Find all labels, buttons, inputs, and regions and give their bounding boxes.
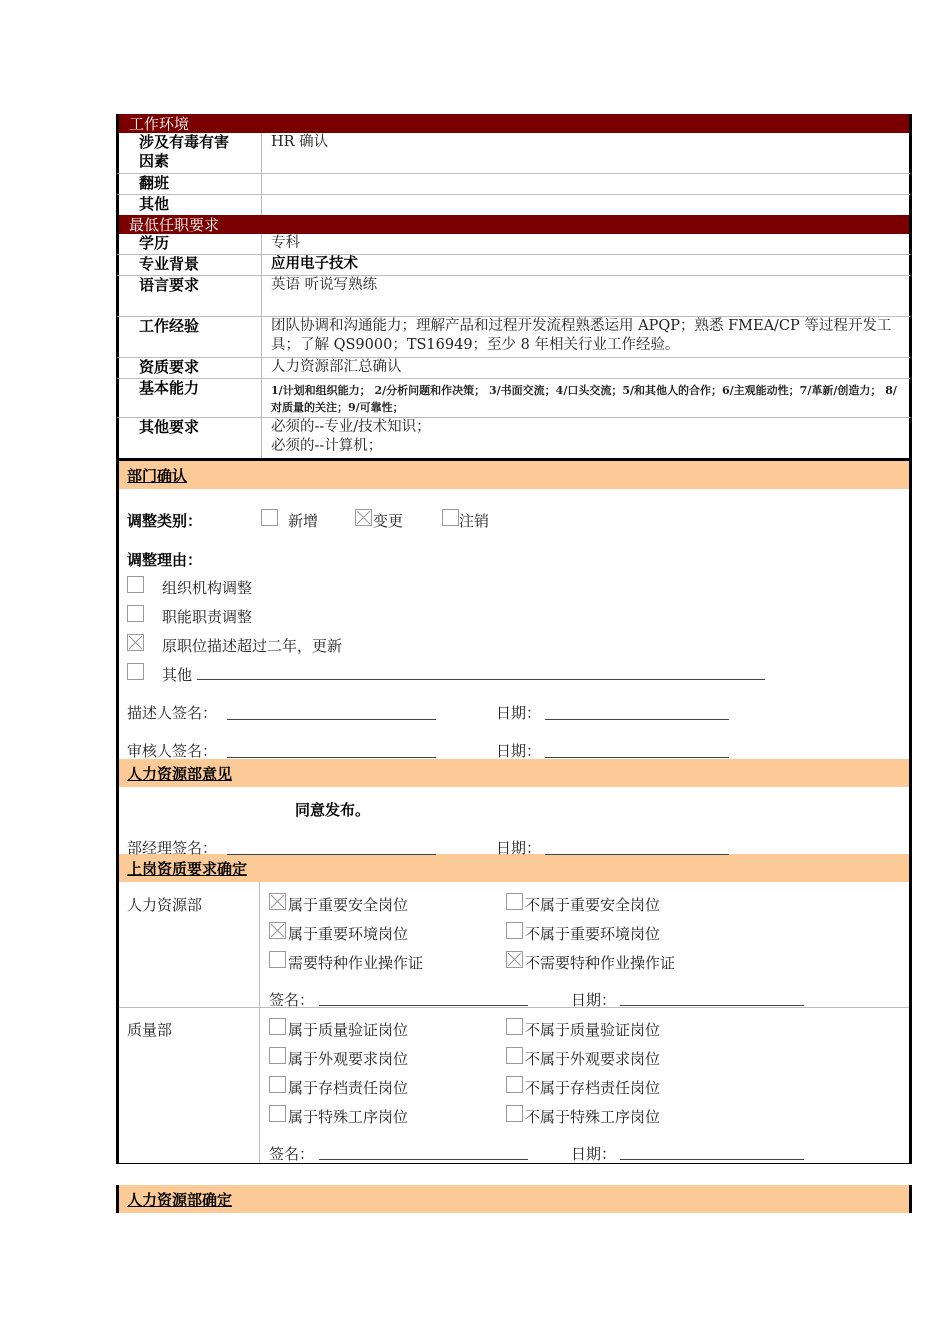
section-header-min-requirements: 最低任职要求 bbox=[116, 215, 912, 234]
reason-other-label: 其他 bbox=[162, 666, 193, 684]
row-experience bbox=[116, 317, 912, 358]
dept-confirm-block bbox=[116, 489, 912, 759]
describer-date-label: 日期： bbox=[496, 704, 542, 722]
value-env-other bbox=[262, 195, 909, 215]
checkbox-q-verify[interactable] bbox=[269, 1018, 286, 1035]
section-header-hr-opinion: 人力资源部意见 bbox=[116, 759, 912, 787]
checkbox-hr-safety[interactable] bbox=[269, 893, 286, 910]
q-special-process-label: 属于特殊工序岗位 bbox=[288, 1108, 409, 1126]
checkbox-type-new[interactable] bbox=[261, 509, 278, 526]
checkbox-q-special-process[interactable] bbox=[269, 1105, 286, 1122]
value-shift bbox=[262, 174, 909, 194]
section-header-post-qualification: 上岗资质要求确定 bbox=[116, 854, 912, 882]
hr-opinion-text: 同意发布。 bbox=[295, 801, 371, 819]
manager-sign-label: 部经理签名： bbox=[127, 839, 218, 857]
q-appearance-label: 属于外观要求岗位 bbox=[288, 1050, 409, 1068]
value-major: 应用电子技术 bbox=[271, 256, 358, 272]
row-education bbox=[116, 234, 912, 255]
checkbox-q-appearance[interactable] bbox=[269, 1047, 286, 1064]
value-language: 英语 听说写熟练 bbox=[271, 277, 378, 293]
hr-dept-label: 人力资源部 bbox=[127, 896, 203, 914]
checkbox-hr-environment[interactable] bbox=[269, 922, 286, 939]
row-qualification bbox=[116, 358, 912, 379]
post-qualification-block bbox=[116, 882, 912, 1164]
hr-sign-label: 签名： bbox=[269, 991, 315, 1009]
reviewer-date-label: 日期： bbox=[496, 742, 542, 760]
quality-sign-line[interactable] bbox=[319, 1159, 528, 1160]
column-divider bbox=[259, 882, 260, 1163]
hr-date-label: 日期： bbox=[571, 991, 617, 1009]
hr-opinion-block bbox=[116, 787, 912, 857]
describer-sign-line[interactable] bbox=[227, 719, 436, 720]
label-hazards: 涉及有毒有害因素 bbox=[119, 133, 262, 173]
value-other-req bbox=[262, 418, 909, 458]
quality-dept-label: 质量部 bbox=[127, 1021, 173, 1039]
q-not-appearance-label: 不属于外观要求岗位 bbox=[525, 1050, 661, 1068]
row-env-other bbox=[116, 195, 912, 215]
value-hazards: HR 确认 bbox=[271, 134, 329, 150]
quality-date-label: 日期： bbox=[571, 1145, 617, 1163]
checkbox-q-not-verify[interactable] bbox=[506, 1018, 523, 1035]
manager-sign-line[interactable] bbox=[227, 854, 436, 855]
hr-safety-label: 属于重要安全岗位 bbox=[288, 896, 409, 914]
hr-not-safety-label: 不属于重要安全岗位 bbox=[525, 896, 661, 914]
label-abilities: 基本能力 bbox=[119, 379, 262, 417]
row-shift bbox=[116, 174, 912, 195]
label-env-other: 其他 bbox=[119, 195, 262, 215]
checkbox-q-archive[interactable] bbox=[269, 1076, 286, 1093]
value-experience: 团队协调和沟通能力；理解产品和过程开发流程熟悉运用 APQP；熟悉 FMEA/CP 等过程开发工具；了解 QS9000；TS16949；至少 8 年相关行业工作经验。 bbox=[271, 318, 892, 353]
hr-special-cert-label: 需要特种作业操作证 bbox=[288, 954, 424, 972]
reviewer-date-line[interactable] bbox=[545, 757, 729, 758]
describer-sign-label: 描述人签名： bbox=[127, 704, 218, 722]
row-divider bbox=[119, 1007, 909, 1008]
value-abilities: 1/计划和组织能力； 2/分析问题和作决策； 3/书面交流；4/口头交流；5/和其他人的合作；6/主观能动性；7/革新/创造力； 8/对质量的关注；9/可靠性； bbox=[271, 384, 897, 414]
type-new-label: 新增 bbox=[288, 512, 319, 530]
describer-date-line[interactable] bbox=[545, 719, 729, 720]
reason-org-label: 组织机构调整 bbox=[162, 579, 253, 597]
hr-not-environment-label: 不属于重要环境岗位 bbox=[525, 925, 661, 943]
checkbox-q-not-appearance[interactable] bbox=[506, 1047, 523, 1064]
hr-environment-label: 属于重要环境岗位 bbox=[288, 925, 409, 943]
q-archive-label: 属于存档责任岗位 bbox=[288, 1079, 409, 1097]
checkbox-hr-special-cert[interactable] bbox=[269, 951, 286, 968]
checkbox-type-cancel[interactable] bbox=[442, 509, 459, 526]
label-experience: 工作经验 bbox=[119, 317, 262, 357]
other-req-line-1: 必须的--专业/技术知识； bbox=[271, 419, 431, 435]
checkbox-hr-not-environment[interactable] bbox=[506, 922, 523, 939]
checkbox-q-not-archive[interactable] bbox=[506, 1076, 523, 1093]
section-header-dept-confirm: 部门确认 bbox=[116, 461, 912, 489]
reason-duty-label: 职能职责调整 bbox=[162, 608, 253, 626]
value-qualification: 人力资源部汇总确认 bbox=[271, 359, 402, 375]
label-language: 语言要求 bbox=[119, 276, 262, 316]
row-major bbox=[116, 255, 912, 276]
label-education: 学历 bbox=[119, 234, 262, 254]
manager-date-line[interactable] bbox=[545, 854, 729, 855]
q-not-archive-label: 不属于存档责任岗位 bbox=[525, 1079, 661, 1097]
checkbox-reason-duty[interactable] bbox=[127, 605, 144, 622]
q-not-verify-label: 不属于质量验证岗位 bbox=[525, 1021, 661, 1039]
adjust-reason-label: 调整理由： bbox=[127, 551, 203, 569]
adjust-type-label: 调整类别： bbox=[127, 512, 203, 530]
q-not-special-process-label: 不属于特殊工序岗位 bbox=[525, 1108, 661, 1126]
checkbox-reason-update[interactable] bbox=[127, 634, 144, 651]
reviewer-sign-line[interactable] bbox=[227, 757, 436, 758]
quality-date-line[interactable] bbox=[620, 1159, 804, 1160]
checkbox-hr-not-safety[interactable] bbox=[506, 893, 523, 910]
row-abilities bbox=[116, 379, 912, 418]
checkbox-q-not-special-process[interactable] bbox=[506, 1105, 523, 1122]
checkbox-reason-other[interactable] bbox=[127, 663, 144, 680]
checkbox-type-change[interactable] bbox=[355, 509, 372, 526]
quality-sign-label: 签名： bbox=[269, 1145, 315, 1163]
label-qualification: 资质要求 bbox=[119, 358, 262, 378]
reviewer-sign-label: 审核人签名： bbox=[127, 742, 218, 760]
job-description-form bbox=[116, 114, 912, 1213]
type-change-label: 变更 bbox=[373, 512, 404, 530]
label-other-req: 其他要求 bbox=[119, 418, 262, 458]
hr-no-special-cert-label: 不需要特种作业操作证 bbox=[525, 954, 676, 972]
row-hazards bbox=[116, 133, 912, 174]
checkbox-reason-org[interactable] bbox=[127, 576, 144, 593]
label-major: 专业背景 bbox=[119, 255, 262, 275]
q-verify-label: 属于质量验证岗位 bbox=[288, 1021, 409, 1039]
row-language bbox=[116, 276, 912, 317]
hr-sign-line[interactable] bbox=[319, 1005, 528, 1006]
section-header-work-environment: 工作环境 bbox=[116, 114, 912, 133]
manager-date-label: 日期： bbox=[496, 839, 542, 857]
type-cancel-label: 注销 bbox=[459, 512, 490, 530]
checkbox-hr-no-special-cert[interactable] bbox=[506, 951, 523, 968]
section-header-hr-final: 人力资源部确定 bbox=[116, 1185, 912, 1213]
hr-date-line[interactable] bbox=[620, 1005, 804, 1006]
label-shift: 翻班 bbox=[119, 174, 262, 194]
row-other-req bbox=[116, 418, 912, 461]
other-req-line-2: 必须的--计算机； bbox=[271, 438, 383, 454]
reason-other-line[interactable] bbox=[197, 679, 765, 680]
reason-update-label: 原职位描述超过二年，更新 bbox=[162, 637, 343, 655]
value-education: 专科 bbox=[271, 235, 300, 251]
